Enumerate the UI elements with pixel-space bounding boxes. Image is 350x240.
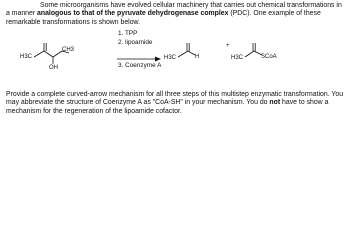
instructions-text-2: have to show a mechanism for the regeneration of the lipoamide cofactor. xyxy=(6,99,329,115)
intro-text-2: (PDC). One example of these remarkable transformations is shown below. xyxy=(6,10,321,26)
product1-bond xyxy=(188,51,195,55)
reactant-bond xyxy=(34,51,44,57)
reactant-h3c-label: H3C xyxy=(20,54,33,60)
intro-text-1: Some microorganisms have evolved cellular machinery that carries out chemical transformations in a manner xyxy=(6,2,342,18)
condition-step-2: 2. lipoamide xyxy=(118,39,153,46)
reactant-bond xyxy=(53,51,62,57)
reactant-ch3-label: CH3 xyxy=(62,47,75,53)
condition-step-3: 3. Coenzyme A xyxy=(118,62,162,69)
product2-h3c-label: H3C xyxy=(231,55,244,61)
instructions-emphasis: not xyxy=(269,99,281,107)
condition-step-1: 1. TPP xyxy=(118,30,138,37)
product1-h-label: H xyxy=(195,54,200,60)
intro-paragraph xyxy=(6,2,346,27)
product1-bond xyxy=(178,51,188,57)
reaction-arrow-head xyxy=(155,57,161,62)
plus-sign: + xyxy=(226,43,230,49)
instructions-paragraph xyxy=(6,91,346,116)
product2-bond xyxy=(245,51,254,57)
product1-h3c-label: H3C xyxy=(164,55,177,61)
instructions-text-1: Provide a complete curved-arrow mechanism for all three steps of this multistep enzymatic transformation. You may abbreviate the structure of Coenzyme A as "CoA-SH" in your mechanism. You do xyxy=(6,91,344,107)
reactant-oh-label: OH xyxy=(49,65,58,71)
reaction-scheme xyxy=(0,28,350,90)
reactant-bond xyxy=(44,51,53,57)
product2-scoa-label: SCoA xyxy=(261,54,277,60)
intro-emphasis: analogous to that of the pyruvate dehydrogenase complex xyxy=(37,10,229,18)
